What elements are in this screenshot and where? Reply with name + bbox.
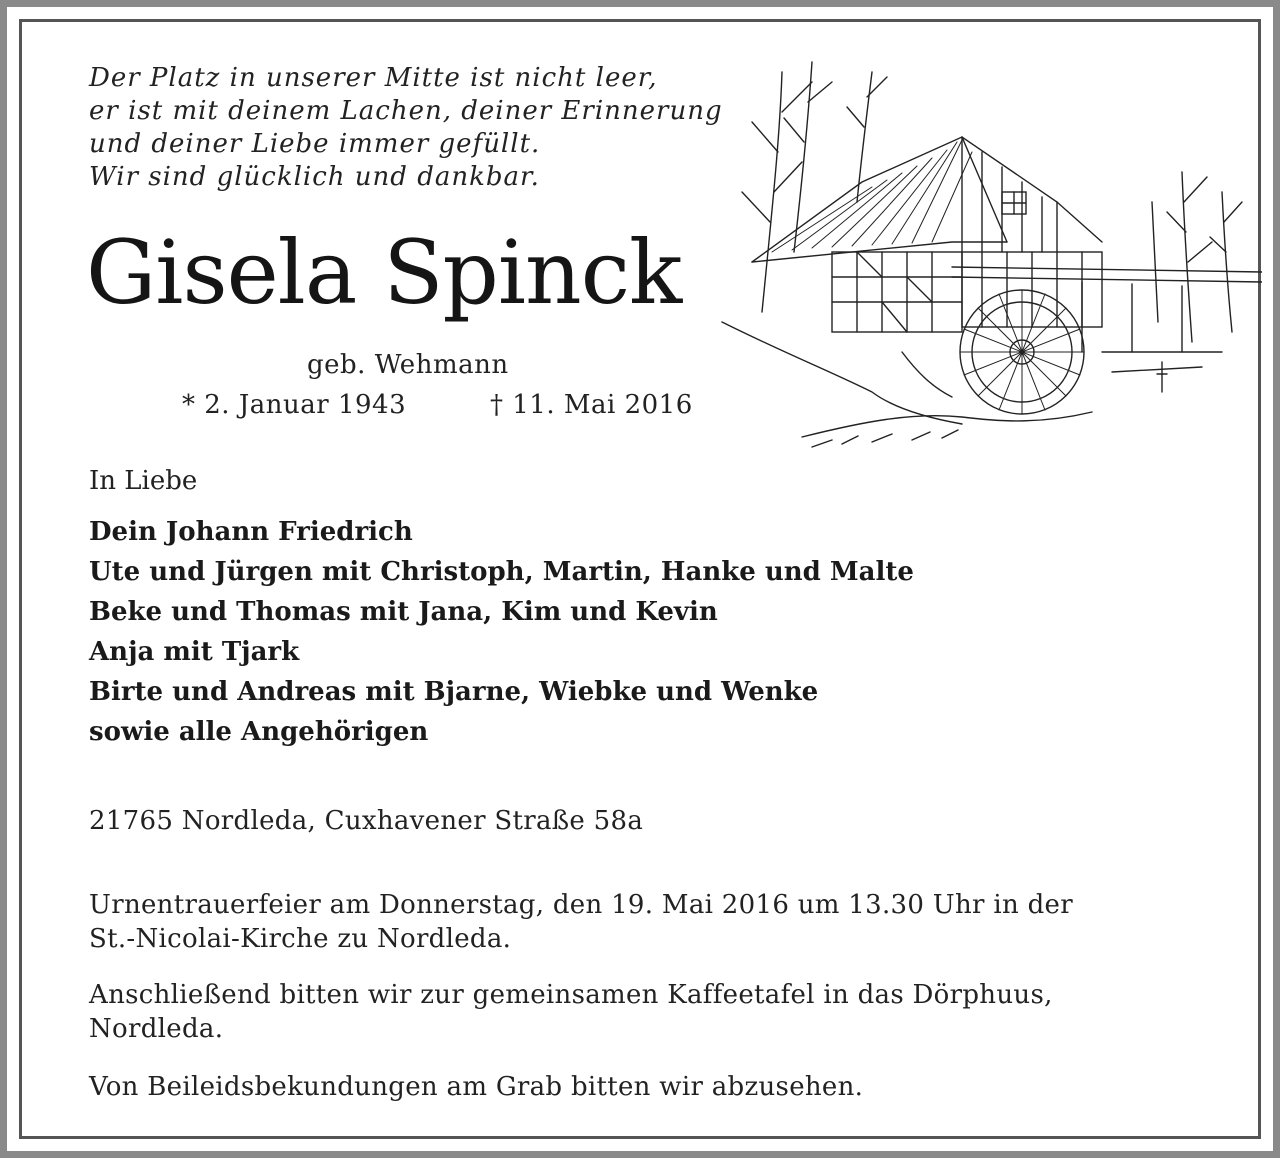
coffee-info [89, 978, 1053, 1046]
family-line: Beke und Thomas mit Jana, Kim und Kevin [89, 597, 718, 627]
family-list [89, 512, 914, 752]
death-date: † 11. Mai 2016 [490, 390, 693, 420]
ceremony-line: Urnentrauerfeier am Donnerstag, den 19. Mai 2016 um 13.30 Uhr in der [89, 890, 1073, 920]
ceremony-info [89, 888, 1073, 956]
watermill-drawing-icon [662, 52, 1262, 472]
poem-line: Wir sind glücklich und dankbar. [89, 162, 540, 192]
family-line: Ute und Jürgen mit Christoph, Martin, Hanke und Malte [89, 557, 914, 587]
poem-line: Der Platz in unserer Mitte ist nicht leer, [89, 63, 658, 93]
deceased-name: Gisela Spinck [86, 221, 682, 324]
maiden-name: geb. Wehmann [307, 350, 509, 380]
poem-line: und deiner Liebe immer gefüllt. [89, 129, 541, 159]
coffee-line: Nordleda. [89, 1014, 224, 1044]
address: 21765 Nordleda, Cuxhavener Straße 58a [89, 806, 644, 836]
poem-line: er ist mit deinem Lachen, deiner Erinnerung [89, 96, 723, 126]
poem [89, 62, 723, 194]
closing-phrase: In Liebe [89, 466, 198, 496]
ceremony-line: St.-Nicolai-Kirche zu Nordleda. [89, 924, 512, 954]
birth-date: * 2. Januar 1943 [182, 390, 407, 420]
family-line: Anja mit Tjark [89, 637, 300, 667]
condolence-note: Von Beileidsbekundungen am Grab bitten wir abzusehen. [89, 1072, 864, 1102]
family-line: Birte und Andreas mit Bjarne, Wiebke und Wenke [89, 677, 819, 707]
coffee-line: Anschließend bitten wir zur gemeinsamen Kaffeetafel in das Dörphuus, [89, 980, 1053, 1010]
obituary-frame [7, 7, 1273, 1151]
obituary-border [19, 19, 1261, 1139]
family-line: sowie alle Angehörigen [89, 717, 429, 747]
family-line: Dein Johann Friedrich [89, 517, 413, 547]
